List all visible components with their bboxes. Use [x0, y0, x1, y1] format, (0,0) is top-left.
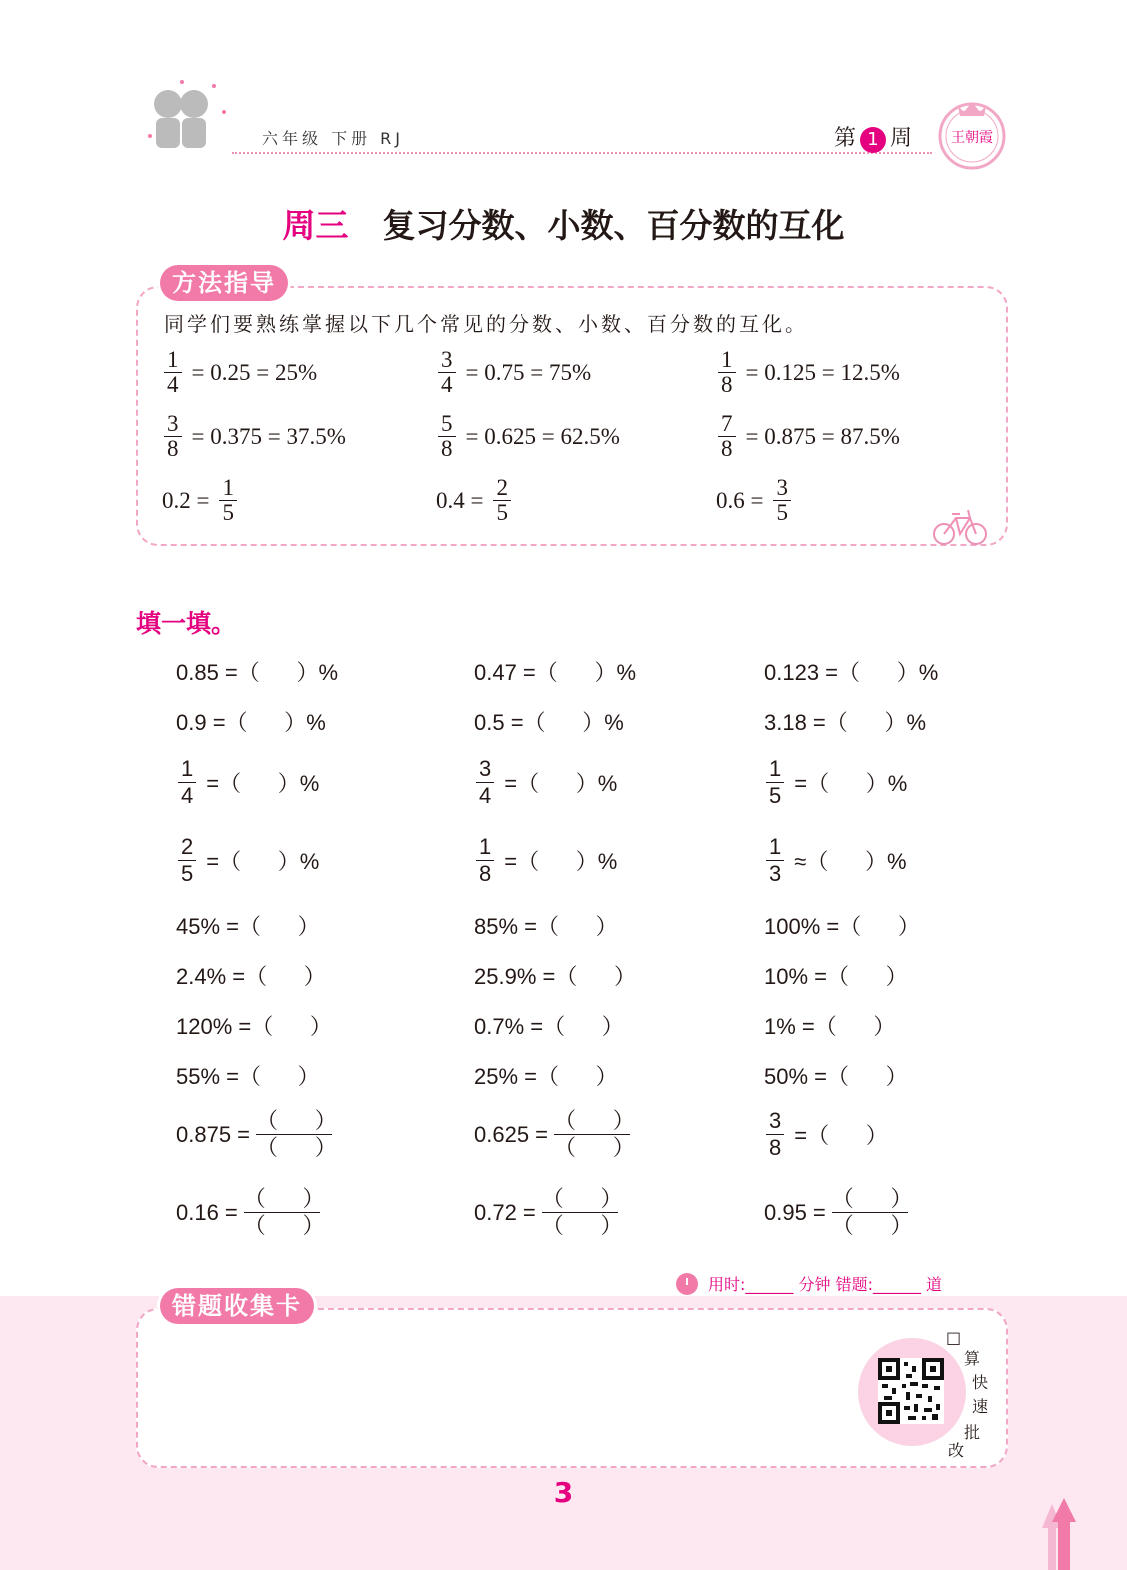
- exercise-item[interactable]: $\frac{3}{4}$ =（ ）%: [476, 756, 617, 809]
- method-equation: 0.4 = $\frac{2}{5}$: [436, 476, 521, 525]
- fraction: $\frac{1}{8}$: [476, 834, 494, 887]
- exercise-item[interactable]: 0.47 =（ ）%: [474, 660, 637, 685]
- method-equation: $\frac{1}{8}$ = 0.125 = 12.5%: [718, 348, 900, 397]
- qr-code-icon[interactable]: [878, 1358, 944, 1424]
- exercise-item[interactable]: 0.95 = （ ） （ ）: [764, 1186, 913, 1238]
- blank-fraction[interactable]: （ ） （ ）: [541, 1186, 623, 1238]
- fraction: $\frac{3}{8}$: [164, 412, 182, 461]
- kids-illustration: [138, 72, 234, 162]
- exercise-item[interactable]: 25% =（ ）: [474, 1064, 618, 1089]
- time-record: [676, 1272, 942, 1295]
- method-intro: 同学们要熟练掌握以下几个常见的分数、小数、百分数的互化。: [164, 312, 808, 336]
- fraction: $\frac{2}{5}$: [178, 834, 196, 887]
- qr-caption: □ 算 快 速 批 改: [946, 1328, 989, 1460]
- exercise-item[interactable]: 85% =（ ）: [474, 914, 618, 939]
- header-divider: [232, 152, 932, 154]
- mistake-card-tag: 错题收集卡: [160, 1288, 314, 1324]
- page-number: 3: [553, 1476, 574, 1509]
- exercise-item[interactable]: 1% =（ ）: [764, 1014, 896, 1039]
- blank-fraction[interactable]: （ ） （ ）: [831, 1186, 913, 1238]
- exercise-item[interactable]: 0.9 =（ ）%: [176, 710, 326, 735]
- fraction: $\frac{1}{3}$: [766, 834, 784, 887]
- stopwatch-icon: [676, 1273, 698, 1295]
- arrow-up-icon: [1040, 1498, 1076, 1570]
- section-title: 填一填。: [136, 609, 237, 638]
- fraction: $\frac{1}{4}$: [178, 756, 196, 809]
- fraction: $\frac{5}{8}$: [438, 412, 456, 461]
- blank-fraction[interactable]: （ ） （ ）: [256, 1108, 337, 1160]
- exercise-item[interactable]: 0.85 =（ ）%: [176, 660, 339, 685]
- method-equation: $\frac{1}{4}$ = 0.25 = 25%: [164, 348, 317, 397]
- method-equation: $\frac{7}{8}$ = 0.875 = 87.5%: [718, 412, 900, 461]
- exercise-item[interactable]: $\frac{2}{5}$ =（ ）%: [178, 834, 319, 887]
- exercise-item[interactable]: $\frac{1}{3}$ ≈（ ）%: [766, 834, 907, 887]
- fraction: $\frac{3}{4}$: [438, 348, 456, 397]
- week-indicator: [834, 121, 912, 153]
- fraction: $\frac{1}{5}$: [219, 476, 237, 525]
- day-label: 周三: [282, 206, 349, 245]
- method-equation: 0.2 = $\frac{1}{5}$: [162, 476, 247, 525]
- exercise-item[interactable]: 0.72 = （ ） （ ）: [474, 1186, 623, 1238]
- exercise-item[interactable]: $\frac{1}{8}$ =（ ）%: [476, 834, 617, 887]
- fraction: $\frac{7}{8}$: [718, 412, 736, 461]
- exercise-item[interactable]: 0.5 =（ ）%: [474, 710, 624, 735]
- blank-fraction[interactable]: （ ） （ ）: [554, 1108, 635, 1160]
- exercise-item[interactable]: $\frac{1}{4}$ =（ ）%: [178, 756, 319, 809]
- fraction: $\frac{3}{5}$: [773, 476, 791, 525]
- fraction: $\frac{1}{8}$: [718, 348, 736, 397]
- fraction: $\frac{3}{4}$: [476, 756, 494, 809]
- method-tag: 方法指导: [160, 265, 288, 301]
- exercise-item[interactable]: 50% =（ ）: [764, 1064, 908, 1089]
- method-equation: $\frac{3}{8}$ = 0.375 = 37.5%: [164, 412, 346, 461]
- time-record-text: 用时:______ 分钟 错题:______ 道: [708, 1275, 943, 1294]
- exercise-item[interactable]: 2.4% =（ ）: [176, 964, 326, 989]
- blank-fraction[interactable]: （ ） （ ）: [243, 1186, 325, 1238]
- exercise-item[interactable]: 3.18 =（ ）%: [764, 710, 927, 735]
- exercise-item[interactable]: 25.9% =（ ）: [474, 964, 637, 989]
- fraction: $\frac{3}{8}$: [766, 1108, 784, 1161]
- exercise-item[interactable]: 45% =（ ）: [176, 914, 320, 939]
- exercise-item[interactable]: 0.123 =（ ）%: [764, 660, 939, 685]
- method-equation: 0.6 = $\frac{3}{5}$: [716, 476, 801, 525]
- page-title: [0, 200, 1127, 247]
- exercise-item[interactable]: $\frac{3}{8}$ =（ ）: [766, 1108, 888, 1161]
- exercise-item[interactable]: 120% =（ ）: [176, 1014, 332, 1039]
- exercise-item[interactable]: 10% =（ ）: [764, 964, 908, 989]
- exercise-item[interactable]: 0.625 = （ ） （ ）: [474, 1108, 635, 1160]
- method-equation: $\frac{3}{4}$ = 0.75 = 75%: [438, 348, 591, 397]
- exercise-item[interactable]: 55% =（ ）: [176, 1064, 320, 1089]
- author-stamp-logo: [936, 98, 1008, 170]
- fraction: $\frac{2}{5}$: [493, 476, 511, 525]
- exercise-item[interactable]: $\frac{1}{5}$ =（ ）%: [766, 756, 907, 809]
- grade-label: 六年级 下册 RJ: [262, 129, 405, 148]
- exercise-item[interactable]: 0.875 = （ ） （ ）: [176, 1108, 337, 1160]
- exercise-item[interactable]: 0.7% =（ ）: [474, 1014, 624, 1039]
- exercise-item[interactable]: 100% =（ ）: [764, 914, 920, 939]
- week-prefix: 第: [834, 126, 857, 151]
- bicycle-icon: [930, 506, 990, 546]
- week-number-badge: 1: [860, 127, 886, 153]
- topic-label: 复习分数、小数、百分数的互化: [382, 206, 845, 245]
- week-suffix: 周: [890, 126, 913, 151]
- fraction: $\frac{1}{5}$: [766, 756, 784, 809]
- exercise-item[interactable]: 0.16 = （ ） （ ）: [176, 1186, 325, 1238]
- method-equation: $\frac{5}{8}$ = 0.625 = 62.5%: [438, 412, 620, 461]
- fraction: $\frac{1}{4}$: [164, 348, 182, 397]
- svg-text:王朝霞: 王朝霞: [951, 130, 993, 146]
